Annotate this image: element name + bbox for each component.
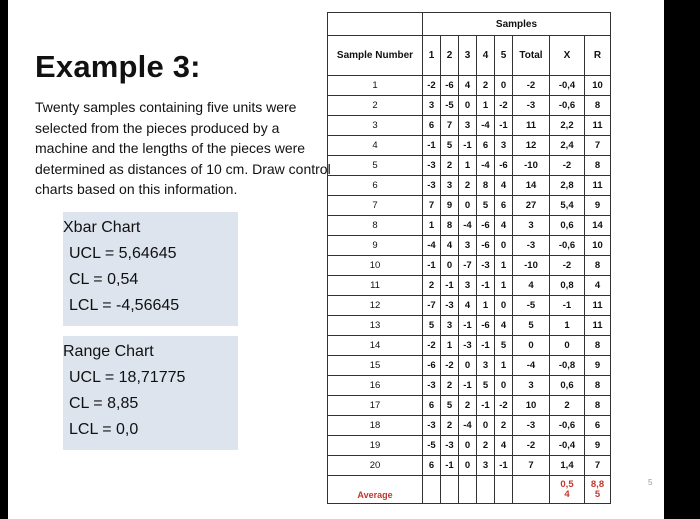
sample-value-cell: -4 [477, 116, 495, 136]
sample-value-cell: -2 [495, 396, 513, 416]
sample-value-cell: -2 [423, 76, 441, 96]
range-ucl: UCL = 18,71775 [69, 369, 186, 386]
sample-value-cell: 2 [441, 156, 459, 176]
table-row [328, 276, 611, 296]
sample-value-cell: 6 [477, 136, 495, 156]
sample-value-cell: 7 [423, 196, 441, 216]
table-row [328, 296, 611, 316]
sample-value-cell: -4 [459, 416, 477, 436]
sample-value-cell: -5 [423, 436, 441, 456]
table-row [328, 176, 611, 196]
sample-number-cell: 1 [328, 76, 423, 96]
x-cell: 2,4 [550, 136, 585, 156]
total-cell: 10 [513, 396, 550, 416]
sample-value-cell: -6 [423, 356, 441, 376]
sample-value-cell: 3 [477, 456, 495, 476]
sample-value-cell: 6 [423, 396, 441, 416]
sample-value-cell: 1 [459, 156, 477, 176]
table-row [328, 236, 611, 256]
sample-value-cell: -5 [441, 96, 459, 116]
sample-number-cell: 20 [328, 456, 423, 476]
sample-value-cell: 0 [477, 416, 495, 436]
average-label: Average [328, 476, 423, 504]
sample-value-cell: 5 [495, 336, 513, 356]
x-cell: -0,4 [550, 76, 585, 96]
sample-number-cell: 3 [328, 116, 423, 136]
sample-number-cell: 18 [328, 416, 423, 436]
total-cell: -10 [513, 256, 550, 276]
xbar-ucl: UCL = 5,64645 [69, 245, 177, 262]
total-cell: 7 [513, 456, 550, 476]
sample-value-cell: 3 [477, 356, 495, 376]
average-r-line-1: 8,8 [590, 478, 605, 490]
samples-group-header: Samples [423, 13, 611, 36]
sample-value-cell: 8 [477, 176, 495, 196]
sample-value-cell: 2 [495, 416, 513, 436]
sample-value-cell: 0 [495, 236, 513, 256]
total-cell: -5 [513, 296, 550, 316]
sample-number-header: Sample Number [328, 36, 423, 76]
sample-value-cell: -1 [459, 136, 477, 156]
r-cell: 11 [585, 176, 611, 196]
total-cell: -10 [513, 156, 550, 176]
r-cell: 8 [585, 396, 611, 416]
average-r [585, 476, 611, 504]
sample-value-cell: -2 [495, 96, 513, 116]
sample-number-cell: 2 [328, 96, 423, 116]
sample-value-cell: -6 [477, 216, 495, 236]
sample-number-cell: 10 [328, 256, 423, 276]
xbar-cl: CL = 0,54 [69, 271, 139, 288]
sample-value-cell: -2 [441, 356, 459, 376]
range-chart-heading: Range Chart [63, 343, 154, 360]
sample-value-cell: 3 [441, 176, 459, 196]
sample-value-cell: 0 [495, 296, 513, 316]
sample-value-cell: -3 [423, 156, 441, 176]
sample-value-cell: 5 [477, 376, 495, 396]
r-cell: 8 [585, 256, 611, 276]
sample-value-cell: 1 [441, 336, 459, 356]
total-cell: -4 [513, 356, 550, 376]
sample-value-cell: -1 [423, 136, 441, 156]
average-empty-cell [459, 476, 477, 504]
sample-value-cell: -1 [477, 336, 495, 356]
x-cell: -2 [550, 256, 585, 276]
table-row [328, 456, 611, 476]
sample-value-cell: 2 [441, 376, 459, 396]
sample-value-cell: -6 [477, 236, 495, 256]
average-empty-cell [441, 476, 459, 504]
table-row [328, 396, 611, 416]
r-cell: 8 [585, 376, 611, 396]
sample-number-cell: 4 [328, 136, 423, 156]
r-cell: 10 [585, 236, 611, 256]
corner-cell [328, 13, 423, 36]
sample-number-cell: 17 [328, 396, 423, 416]
sample-value-cell: -7 [459, 256, 477, 276]
x-cell: -0,6 [550, 96, 585, 116]
sample-number-cell: 16 [328, 376, 423, 396]
xbar-chart-heading: Xbar Chart [63, 219, 141, 236]
x-cell: 2 [550, 396, 585, 416]
total-cell: 3 [513, 376, 550, 396]
x-cell: -0,4 [550, 436, 585, 456]
average-r-line-2: 5 [594, 488, 601, 500]
col-header-3: 3 [459, 36, 477, 76]
sample-value-cell: -1 [495, 116, 513, 136]
sample-value-cell: -1 [441, 456, 459, 476]
table-row [328, 416, 611, 436]
table-row [328, 136, 611, 156]
x-cell: 5,4 [550, 196, 585, 216]
sample-number-cell: 14 [328, 336, 423, 356]
sample-value-cell: 0 [459, 196, 477, 216]
samples-table [327, 12, 611, 504]
sample-value-cell: 4 [459, 76, 477, 96]
sample-value-cell: -1 [495, 456, 513, 476]
sample-value-cell: 1 [495, 276, 513, 296]
sample-value-cell: -6 [495, 156, 513, 176]
xbar-lcl: LCL = -4,56645 [69, 297, 180, 314]
table-row [328, 356, 611, 376]
sample-value-cell: -4 [477, 156, 495, 176]
r-cell: 7 [585, 456, 611, 476]
total-cell: -2 [513, 436, 550, 456]
sample-value-cell: 3 [441, 316, 459, 336]
x-cell: -2 [550, 156, 585, 176]
r-cell: 11 [585, 116, 611, 136]
sample-number-cell: 12 [328, 296, 423, 316]
total-cell: 4 [513, 276, 550, 296]
sample-value-cell: 5 [441, 136, 459, 156]
sample-value-cell: -4 [459, 216, 477, 236]
table-row [328, 336, 611, 356]
sample-number-cell: 13 [328, 316, 423, 336]
sample-value-cell: 6 [423, 456, 441, 476]
total-cell: -3 [513, 96, 550, 116]
sample-value-cell: 5 [477, 196, 495, 216]
sample-value-cell: 2 [477, 436, 495, 456]
sample-value-cell: 1 [423, 216, 441, 236]
sample-value-cell: 1 [495, 356, 513, 376]
sample-value-cell: -4 [423, 236, 441, 256]
total-cell: 3 [513, 216, 550, 236]
x-cell: 2,8 [550, 176, 585, 196]
sample-value-cell: 2 [477, 76, 495, 96]
sample-value-cell: 4 [495, 436, 513, 456]
average-x-line-2: 4 [564, 488, 570, 500]
sample-value-cell: 6 [423, 116, 441, 136]
sample-number-cell: 5 [328, 156, 423, 176]
sample-value-cell: 2 [459, 396, 477, 416]
r-cell: 9 [585, 436, 611, 456]
col-header-1: 1 [423, 36, 441, 76]
problem-description: Twenty samples containing five units were selected from the pieces produced by a machine and the lengths of the pieces were determined as distances of 10 cm. Draw control charts based on this information. [35, 99, 331, 197]
range-lcl: LCL = 0,0 [69, 421, 139, 438]
table-row [328, 76, 611, 96]
col-header-r: R [585, 36, 611, 76]
sample-value-cell: 3 [495, 136, 513, 156]
slide-title: Example 3: [35, 49, 201, 84]
sample-value-cell: -1 [459, 376, 477, 396]
r-cell: 4 [585, 276, 611, 296]
average-empty-cell [495, 476, 513, 504]
total-cell: 12 [513, 136, 550, 156]
sample-value-cell: 1 [477, 96, 495, 116]
slide-number: 5 [648, 478, 653, 487]
sample-value-cell: -1 [477, 276, 495, 296]
sample-value-cell: -1 [423, 256, 441, 276]
sample-number-cell: 19 [328, 436, 423, 456]
sample-value-cell: -6 [441, 76, 459, 96]
x-cell: 1,4 [550, 456, 585, 476]
col-header-4: 4 [477, 36, 495, 76]
sample-value-cell: 0 [459, 356, 477, 376]
x-cell: -0,6 [550, 416, 585, 436]
x-cell: 1 [550, 316, 585, 336]
sample-value-cell: 3 [459, 236, 477, 256]
sample-value-cell: -3 [459, 336, 477, 356]
sample-value-cell: 0 [459, 456, 477, 476]
sample-value-cell: 2 [423, 276, 441, 296]
sample-value-cell: -7 [423, 296, 441, 316]
range-cl: CL = 8,85 [69, 395, 139, 412]
r-cell: 10 [585, 76, 611, 96]
sample-value-cell: -2 [423, 336, 441, 356]
sample-value-cell: 2 [459, 176, 477, 196]
sample-value-cell: -1 [441, 276, 459, 296]
total-cell: 0 [513, 336, 550, 356]
total-cell: 11 [513, 116, 550, 136]
r-cell: 14 [585, 216, 611, 236]
slide [8, 0, 664, 519]
r-cell: 8 [585, 96, 611, 116]
xbar-chart-box [63, 212, 238, 326]
sample-value-cell: 0 [459, 436, 477, 456]
sample-number-cell: 8 [328, 216, 423, 236]
average-x [550, 476, 585, 504]
sample-value-cell: 0 [495, 76, 513, 96]
table-row [328, 436, 611, 456]
x-cell: 2,2 [550, 116, 585, 136]
range-chart-box [63, 336, 238, 450]
sample-number-cell: 15 [328, 356, 423, 376]
sample-value-cell: 0 [459, 96, 477, 116]
r-cell: 9 [585, 196, 611, 216]
sample-value-cell: -3 [441, 436, 459, 456]
x-cell: 0 [550, 336, 585, 356]
x-cell: -1 [550, 296, 585, 316]
sample-value-cell: -6 [477, 316, 495, 336]
x-cell: -0,8 [550, 356, 585, 376]
table-row [328, 216, 611, 236]
total-cell: 14 [513, 176, 550, 196]
table-row [328, 96, 611, 116]
sample-value-cell: 4 [441, 236, 459, 256]
sample-value-cell: 3 [459, 116, 477, 136]
r-cell: 6 [585, 416, 611, 436]
col-header-total: Total [513, 36, 550, 76]
sample-value-cell: -1 [459, 316, 477, 336]
average-empty-cell [423, 476, 441, 504]
sample-value-cell: 8 [441, 216, 459, 236]
sample-value-cell: 0 [495, 376, 513, 396]
r-cell: 8 [585, 336, 611, 356]
total-cell: 27 [513, 196, 550, 216]
total-cell: -3 [513, 416, 550, 436]
table-row [328, 256, 611, 276]
r-cell: 11 [585, 296, 611, 316]
r-cell: 11 [585, 316, 611, 336]
total-cell: -2 [513, 76, 550, 96]
sample-value-cell: 5 [441, 396, 459, 416]
sample-number-cell: 7 [328, 196, 423, 216]
sample-value-cell: 3 [459, 276, 477, 296]
sample-value-cell: 4 [495, 176, 513, 196]
average-empty-cell [513, 476, 550, 504]
table-row [328, 376, 611, 396]
table-row [328, 156, 611, 176]
col-header-5: 5 [495, 36, 513, 76]
r-cell: 7 [585, 136, 611, 156]
sample-value-cell: 5 [423, 316, 441, 336]
col-header-2: 2 [441, 36, 459, 76]
sample-value-cell: 4 [459, 296, 477, 316]
x-cell: 0,6 [550, 376, 585, 396]
col-header-x: X [550, 36, 585, 76]
sample-value-cell: 6 [495, 196, 513, 216]
samples-table-body [328, 76, 611, 476]
sample-number-cell: 11 [328, 276, 423, 296]
sample-number-cell: 6 [328, 176, 423, 196]
sample-value-cell: 4 [495, 216, 513, 236]
x-cell: 0,6 [550, 216, 585, 236]
r-cell: 8 [585, 156, 611, 176]
x-cell: 0,8 [550, 276, 585, 296]
sample-value-cell: 2 [441, 416, 459, 436]
table-row [328, 196, 611, 216]
sample-value-cell: -3 [423, 416, 441, 436]
sample-value-cell: -3 [423, 376, 441, 396]
sample-number-cell: 9 [328, 236, 423, 256]
sample-value-cell: 1 [495, 256, 513, 276]
total-cell: -3 [513, 236, 550, 256]
table-row [328, 316, 611, 336]
table-row [328, 116, 611, 136]
average-x-line-1: 0,5 [560, 478, 574, 490]
sample-value-cell: 0 [441, 256, 459, 276]
sample-value-cell: 7 [441, 116, 459, 136]
sample-value-cell: 1 [477, 296, 495, 316]
sample-value-cell: -3 [441, 296, 459, 316]
r-cell: 9 [585, 356, 611, 376]
sample-value-cell: 9 [441, 196, 459, 216]
sample-value-cell: 4 [495, 316, 513, 336]
total-cell: 5 [513, 316, 550, 336]
average-empty-cell [477, 476, 495, 504]
x-cell: -0,6 [550, 236, 585, 256]
sample-value-cell: -3 [423, 176, 441, 196]
sample-value-cell: -1 [477, 396, 495, 416]
sample-value-cell: -3 [477, 256, 495, 276]
sample-value-cell: 3 [423, 96, 441, 116]
